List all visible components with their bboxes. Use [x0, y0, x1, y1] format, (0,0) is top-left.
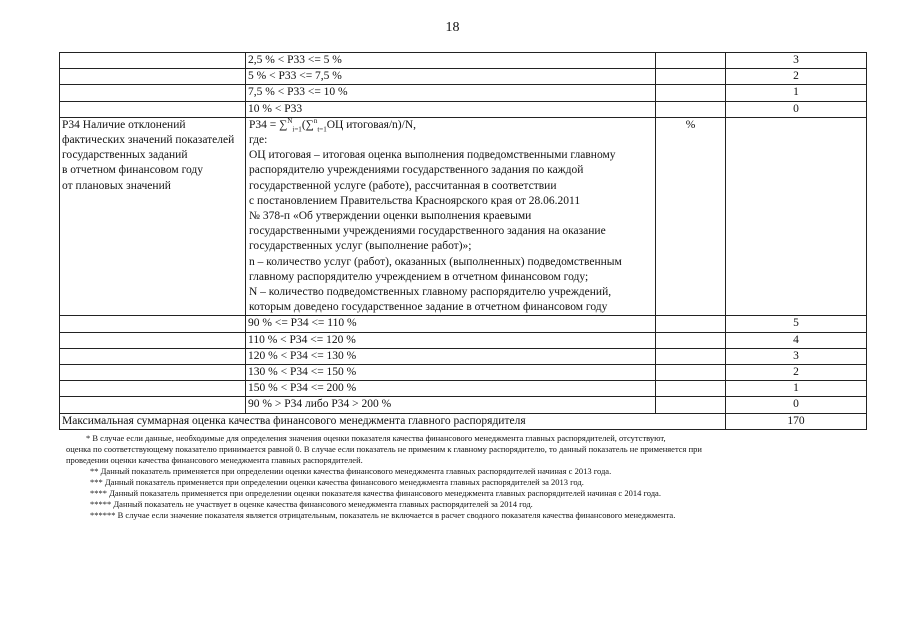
- range-cell: 7,5 % < P33 <= 10 %: [246, 85, 656, 101]
- table-row: [60, 332, 867, 348]
- indicator-name-cell: [60, 117, 246, 316]
- table-row: [60, 316, 867, 332]
- range-cell: 90 % > P34 либо P34 > 200 %: [246, 397, 656, 413]
- table-row: [60, 381, 867, 397]
- range-cell: 120 % < P34 <= 130 %: [246, 348, 656, 364]
- formula-cell: [246, 117, 656, 316]
- score-cell: 2: [726, 365, 867, 381]
- range-cell: 150 % < P34 <= 200 %: [246, 381, 656, 397]
- indicator-table: [59, 52, 867, 430]
- score-cell: 0: [726, 101, 867, 117]
- unit-cell: %: [656, 117, 726, 316]
- formula-description-line: n – количество услуг (работ), оказанных (выполненных) подведомственным: [249, 255, 622, 268]
- indicator-name-line: в отчетном финансовом году: [62, 164, 204, 177]
- page-number: 18: [445, 20, 460, 35]
- formula-description-line: государственных услуг (выполнение работ)»;: [249, 240, 472, 253]
- footnote: оценка по соответствующему показателю принимается равной 0. В случае если показатель не применим к главному распорядителю, то данный показатель не применяется при: [66, 444, 702, 454]
- range-cell: 5 % < P33 <= 7,5 %: [246, 69, 656, 85]
- indicator-name-line: от плановых значений: [62, 179, 171, 192]
- formula-description-line: № 378-п «Об утверждении оценки выполнения краевыми: [249, 210, 532, 223]
- score-cell: 1: [726, 85, 867, 101]
- total-label: Максимальная суммарная оценка качества финансового менеджмента главного распорядителя: [60, 413, 726, 429]
- range-cell: 110 % < P34 <= 120 %: [246, 332, 656, 348]
- footnote: *** Данный показатель применяется при определении оценки качества финансового менеджмента главных распорядителей за 2013 год.: [90, 477, 584, 487]
- score-cell: 5: [726, 316, 867, 332]
- formula-description-line: N – количество подведомственных главному распорядителю учреждений,: [249, 286, 612, 299]
- table-row: [60, 53, 867, 69]
- footnote: * В случае если данные, необходимые для определения значения оценки показателя качества финансового менеджмента главных распорядителей, отсутствуют,: [86, 433, 666, 443]
- indicator-name-line: P34 Наличие отклонений: [62, 118, 186, 131]
- table-row: [60, 397, 867, 413]
- score-cell: 3: [726, 348, 867, 364]
- table-total-row: [60, 413, 867, 429]
- footnotes: [66, 433, 862, 521]
- formula-description-line: с постановлением Правительства Красноярского края от 28.06.2011: [249, 194, 581, 207]
- formula-description-line: ОЦ итоговая – итоговая оценка выполнения подведомственными главному: [249, 149, 616, 162]
- range-cell: 130 % < P34 <= 150 %: [246, 365, 656, 381]
- footnote: **** Данный показатель применяется при определении оценки показателя качества финансового менеджмента главных распорядителей начиная с 2014 года.: [90, 488, 661, 498]
- formula-description-line: распорядителю учреждениями государственного задания по каждой: [249, 164, 584, 177]
- score-cell: 1: [726, 381, 867, 397]
- score-cell: 4: [726, 332, 867, 348]
- formula-description-line: государственными учреждениями государственного задания на оказание: [249, 225, 606, 238]
- table-row: [60, 365, 867, 381]
- footnote: проведении оценки качества финансового менеджмента главных распорядителей.: [66, 455, 363, 465]
- footnote: ** Данный показатель применяется при определении оценки качества финансового менеджмента главных распорядителей начиная с 2013 года.: [90, 466, 612, 476]
- footnote: ***** Данный показатель не участвует в оценке качества финансового менеджмента главных распорядителей за 2014 год.: [90, 499, 533, 509]
- formula: P34 = ∑$^N_{i=1}$(∑$^n_{t=1}$ОЦ итоговая/n)/N,: [249, 116, 417, 134]
- score-cell: 3: [726, 53, 867, 69]
- indicator-name-line: фактических значений показателей: [62, 134, 235, 147]
- table-row: [60, 348, 867, 364]
- range-cell: 10 % < P33: [246, 101, 656, 117]
- table-row: [60, 69, 867, 85]
- range-cell: 2,5 % < P33 <= 5 %: [246, 53, 656, 69]
- score-cell: 2: [726, 69, 867, 85]
- range-cell: 90 % <= P34 <= 110 %: [246, 316, 656, 332]
- table-row-p34: [60, 117, 867, 316]
- total-score: 170: [726, 413, 867, 429]
- table-row: [60, 85, 867, 101]
- score-cell: 0: [726, 397, 867, 413]
- table-row: [60, 101, 867, 117]
- indicator-name-line: государственных заданий: [62, 149, 188, 162]
- footnote: ****** В случае если значение показателя является отрицательным, показатель не включается в расчет сводного показателя качества финансового менеджмента.: [90, 510, 676, 520]
- formula-description-line: где:: [249, 134, 268, 147]
- formula-description-line: которым доведено государственное задание в отчетном финансовом году: [249, 301, 608, 314]
- formula-description-line: государственной услуге (работе), рассчитанная в соответствии: [249, 179, 557, 192]
- formula-description-line: главному распорядителю учреждением в отчетном финансовом году;: [249, 270, 589, 283]
